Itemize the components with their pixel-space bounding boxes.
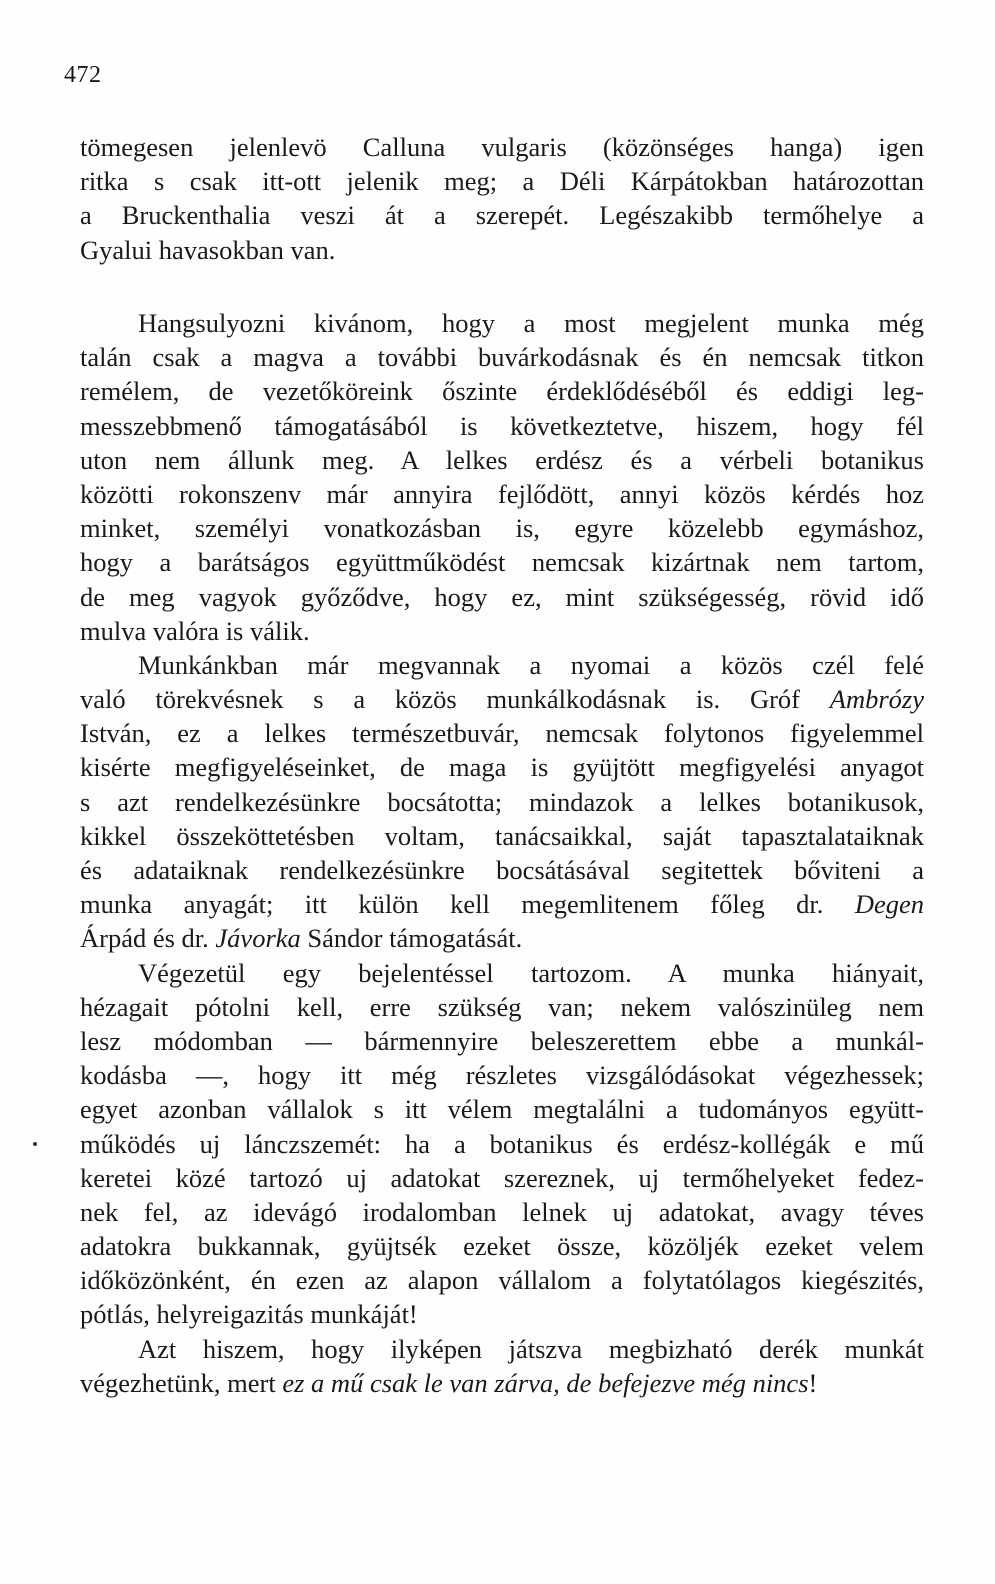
text-segment: adatokra bukkannak, gyüjtsék ezeket össze, közöljék ezeket velem [80,1231,924,1262]
text-line [80,921,924,955]
page-number: 472 [64,62,102,88]
text-segment: keretei közé tartozó uj adatokat szereznek, uj termőhelyeket fedez- [80,1162,924,1193]
text-line [80,477,924,511]
text-line [80,1092,924,1126]
text-line [80,443,924,477]
italic-name: Ambrózy [829,684,924,715]
text-line [80,853,924,887]
text-line [80,682,924,716]
text-segment: Hangsulyozni kivánom, hogy a most megjelent munka még [138,308,924,338]
text-line [80,580,924,614]
text-segment: hézagait pótolni kell, erre szükség van; nekem valószinüleg nem [80,991,924,1022]
text-line [80,716,924,750]
text-line [80,750,924,784]
italic-name: Degen [854,889,924,920]
text-line [80,990,924,1024]
text-segment: István, ez a lelkes természetbuvár, nemcsak folytonos figyelemmel [80,718,924,749]
text-line [80,819,924,853]
text-line [80,1297,924,1331]
text-line [80,1366,924,1400]
text-segment: Árpád és dr. [80,923,216,954]
text-segment: közötti rokonszenv már annyira fejlődött, annyi közös kérdés hoz [80,478,924,509]
text-segment: remélem, de vezetőköreink őszinte érdeklődéséből és eddigi leg- [80,376,924,407]
text-segment: uton nem állunk meg. A lelkes erdész és a vérbeli botanikus [80,444,924,475]
text-line [80,785,924,819]
text-line [80,1058,924,1092]
text-line [80,374,924,408]
text-segment: munka anyagát; itt külön kell megemlitenem főleg dr. [80,889,855,920]
text-segment: időközönként, én ezen az alapon vállalom a folytatólagos kiegészités, [80,1265,924,1296]
text-line [80,340,924,374]
text-segment: ! [808,1367,818,1398]
text-segment: talán csak a magva a további buvárkodásnak és én nemcsak titkon [80,342,924,373]
text-line: a Bruckenthalia veszi át a szerepét. Legészakibb termőhelye a [80,200,924,231]
text-segment: kisérte megfigyeléseinket, de maga is gyüjtött megfigyelési anyagot [80,752,924,783]
italic-name: Jávorka [215,923,301,954]
text-line [80,545,924,579]
print-speck [33,1142,37,1146]
body-text [80,306,924,1400]
text-line [80,306,924,340]
text-line: Gyalui havasokban van. [80,234,336,265]
text-line [80,1161,924,1195]
text-segment: kodásba —, hogy itt még részletes vizsgálódásokat végezhessek; [80,1060,924,1091]
text-line [80,1332,924,1366]
text-segment: messzebbmenő támogatásából is következtetve, hiszem, hogy fél [80,410,924,441]
text-segment: és adataiknak rendelkezésünkre bocsátásával segitettek bőviteni a [80,855,924,885]
text-line [80,1127,924,1161]
text-segment: mulva valóra is válik. [80,615,310,646]
text-line [80,887,924,921]
text-line [80,1195,924,1229]
text-line [80,956,924,990]
text-segment: működés uj lánczszemét: ha a botanikus és erdész-kollégák e mű [80,1128,924,1159]
text-line [80,1229,924,1263]
text-line [80,648,924,682]
text-segment: kikkel összeköttetésben voltam, tanácsaikkal, saját tapasztalataiknak [80,820,924,851]
text-segment: hogy a barátságos együttműködést nemcsak kizártnak nem tartom, [80,547,924,578]
text-segment: lesz módomban — bármennyire beleszerettem ebbe a munkál- [80,1025,924,1056]
text-segment: s azt rendelkezésünkre bocsátotta; mindazok a lelkes botanikusok, [80,786,924,817]
text-segment: pótlás, helyreigazitás munkáját! [80,1299,418,1330]
paragraph-continuation [80,130,924,267]
text-line [80,511,924,545]
text-segment: egyet azonban vállalok s itt vélem megtalálni a tudományos együtt- [80,1094,924,1125]
text-segment: Munkánkban már megvannak a nyomai a közös czél felé [138,649,924,680]
text-segment: minket, személyi vonatkozásban is, egyre közelebb egymáshoz, [80,513,924,544]
text-segment: Azt hiszem, hogy ilyképen játszva megbizható derék munkát [138,1333,924,1364]
text-line [80,1263,924,1297]
text-line [80,409,924,443]
text-line [80,614,924,648]
text-line [80,1024,924,1058]
text-line: ritka s csak itt-ott jelenik meg; a Déli Kárpátokban határozottan [80,166,924,197]
text-segment: Sándor támogatását. [300,923,523,954]
text-segment: Végezetül egy bejelentéssel tartozom. A munka hiányait, [138,957,924,988]
text-segment: végezhetünk, mert [80,1367,283,1398]
text-segment: de meg vagyok győződve, hogy ez, mint szükségesség, rövid idő [80,581,924,612]
text-line: tömegesen jelenlevö Calluna vulgaris (közönséges hanga) igen [80,132,924,162]
text-segment: való törekvésnek s a közös munkálkodásnak is. Gróf [80,684,830,715]
text-segment: nek fel, az idevágó irodalomban lelnek uj adatokat, avagy téves [80,1196,924,1227]
italic-name: ez a mű csak le van zárva, de befejezve még nincs [282,1367,809,1398]
